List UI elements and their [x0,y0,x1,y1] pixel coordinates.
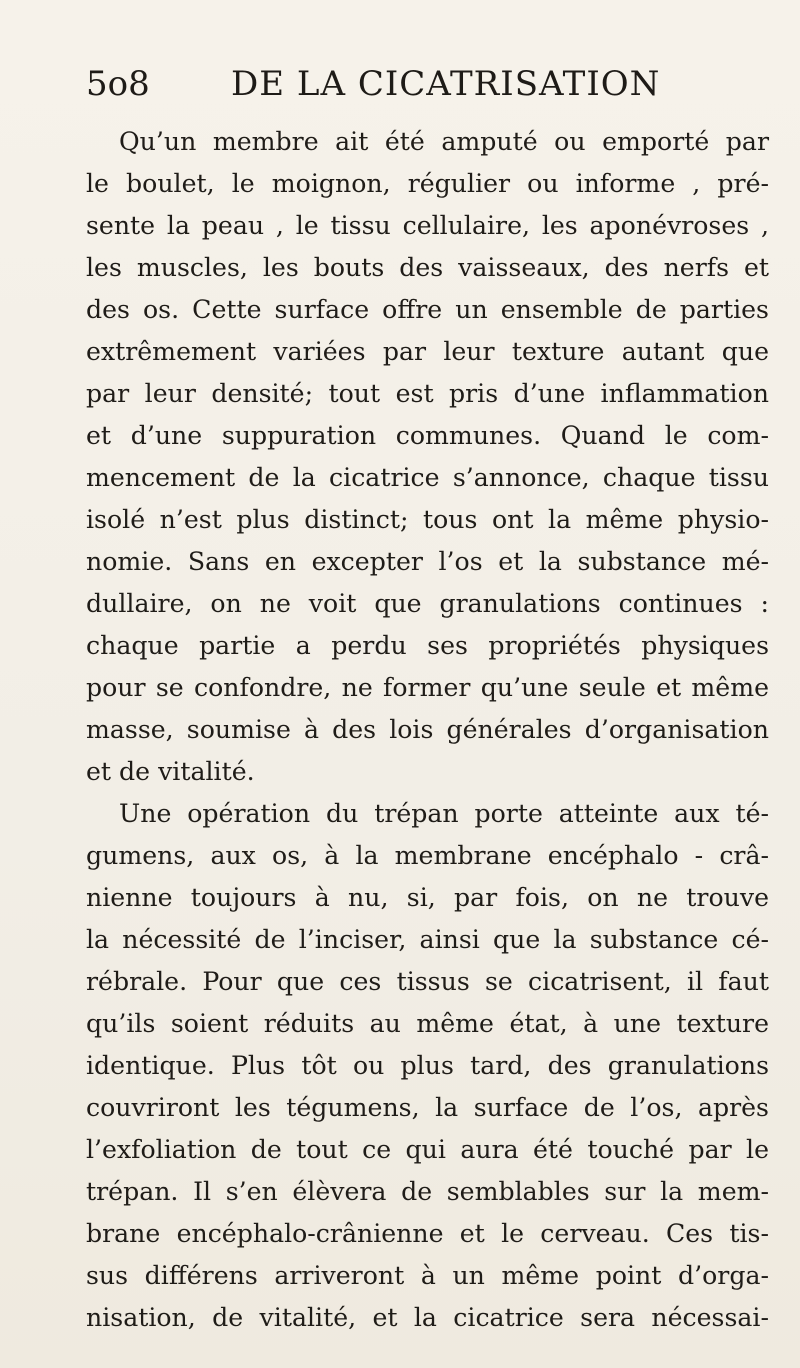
text-line: rébrale. Pour que ces tissus se cicatrisent, il faut [86,967,769,996]
text-line: nomie. Sans en excepter l’os et la substance mé- [86,547,769,576]
page-header [86,62,745,112]
text-line: couvriront les tégumens, la surface de l’os, après [86,1093,769,1122]
text-line: Une opération du trépan porte atteinte aux té- [119,799,769,828]
page-number: 5o8 [86,64,150,104]
text-line: sus différens arriveront à un même point d’orga- [86,1261,769,1290]
text-line: chaque partie a perdu ses propriétés physiques [86,631,769,660]
running-head: DE LA CICATRISATION [231,64,661,104]
text-line: et de vitalité. [86,757,255,786]
text-line: isolé n’est plus distinct; tous ont la même physio- [86,505,769,534]
text-line: Qu’un membre ait été amputé ou emporté par [119,127,769,156]
text-line: dullaire, on ne voit que granulations continues : [86,589,769,618]
text-line: la nécessité de l’inciser, ainsi que la substance cé- [86,925,769,954]
text-line: gumens, aux os, à la membrane encéphalo - crâ- [86,841,769,870]
text-line: par leur densité; tout est pris d’une inflammation [86,379,769,408]
text-line: l’exfoliation de tout ce qui aura été touché par le [86,1135,769,1164]
text-line: pour se confondre, ne former qu’une seule et même [86,673,769,702]
text-line: et d’une suppuration communes. Quand le com- [86,421,769,450]
text-line: mencement de la cicatrice s’annonce, chaque tissu [86,463,769,492]
text-line: trépan. Il s’en élèvera de semblables sur la mem- [86,1177,769,1206]
text-line: extrêmement variées par leur texture autant que [86,337,769,366]
text-line: brane encéphalo-crânienne et le cerveau. Ces tis- [86,1219,769,1248]
text-line: nienne toujours à nu, si, par fois, on ne trouve [86,883,769,912]
text-line: sente la peau , le tissu cellulaire, les aponévroses , [86,211,769,240]
text-line: les muscles, les bouts des vaisseaux, des nerfs et [86,253,769,282]
text-line: qu’ils soient réduits au même état, à une texture [86,1009,769,1038]
text-line: masse, soumise à des lois générales d’organisation [86,715,769,744]
text-line: nisation, de vitalité, et la cicatrice sera nécessai- [86,1303,769,1332]
text-line: des os. Cette surface offre un ensemble de parties [86,295,769,324]
text-line: le boulet, le moignon, régulier ou informe , pré- [86,169,769,198]
text-line: identique. Plus tôt ou plus tard, des granulations [86,1051,769,1080]
body-text [86,121,769,1339]
